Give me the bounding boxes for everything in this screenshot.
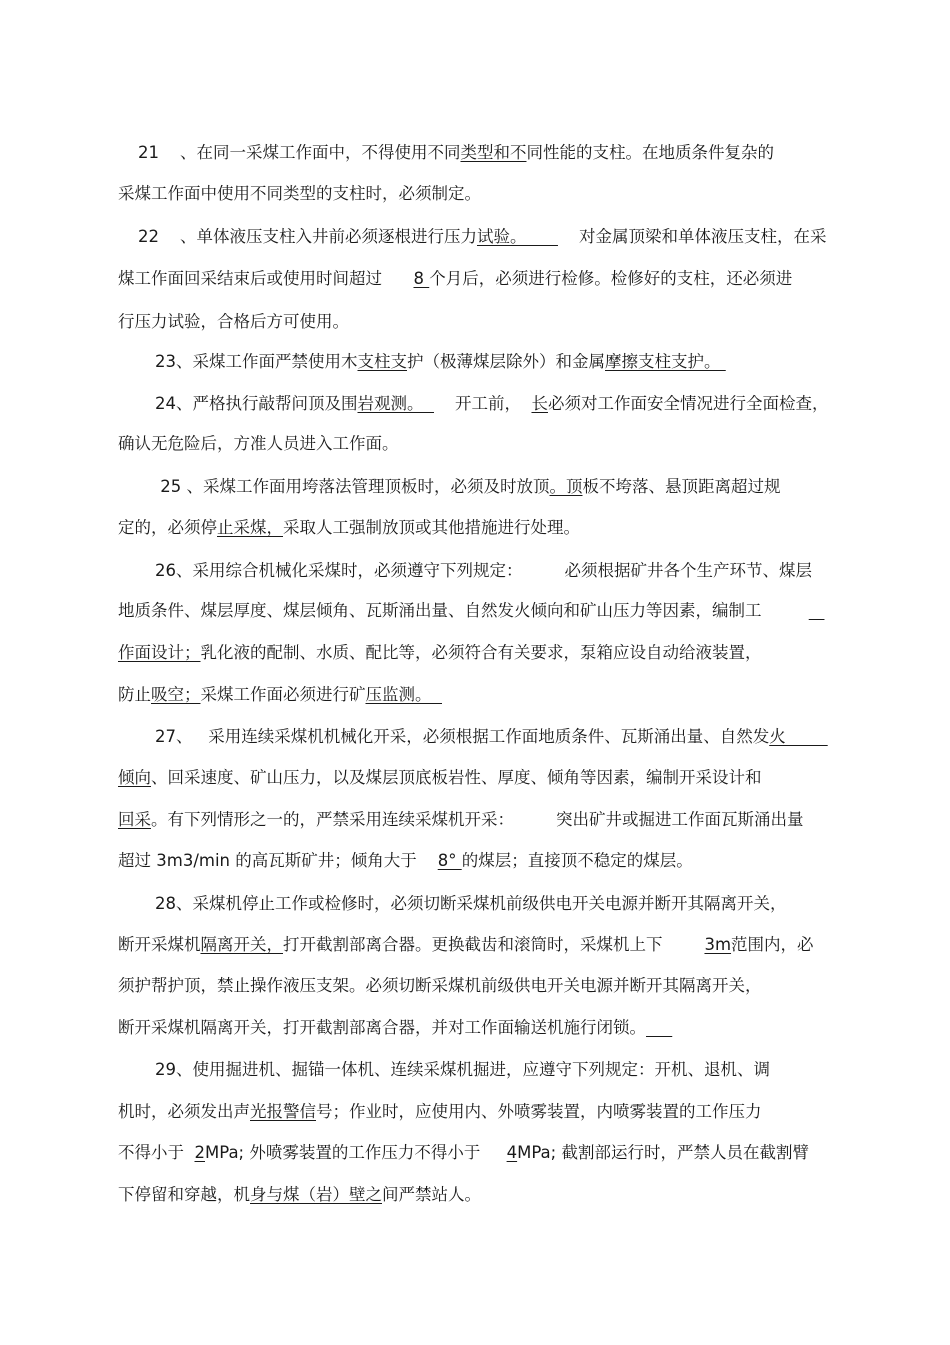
text-line [118, 975, 762, 997]
text-segment: 开工前， [434, 394, 532, 413]
answer-blank: 试验。 [476, 227, 558, 246]
answer-blank [646, 1018, 672, 1037]
answer-blank: 隔离开关， [200, 935, 283, 954]
answer-blank: 止采煤， [217, 518, 283, 537]
text-line [155, 476, 781, 498]
text-segment: 个月后，必须进行检修。检修好的支柱，还必须进 [429, 269, 793, 288]
text-line [118, 1017, 672, 1039]
text-segment: 板不垮落、悬顶距离超过规 [582, 477, 781, 496]
text-line [118, 311, 349, 333]
text-segment: 26、采用综合机械化采煤时，必须遵守下列规定： 必须根据矿井各个生产环节、煤层 [155, 561, 812, 580]
text-line [118, 684, 442, 706]
text-segment: 不得小于 [118, 1143, 195, 1162]
answer-blank [809, 601, 825, 620]
text-line [118, 268, 792, 290]
text-segment: 间严禁站人。 [382, 1185, 481, 1204]
text-line [118, 1101, 762, 1123]
answer-blank: 4 [506, 1143, 518, 1162]
text-segment: 采煤工作面中使用不同类型的支柱时，必须制定。 [118, 184, 481, 203]
answer-blank: 支柱支 [357, 352, 407, 371]
text-line [118, 433, 399, 455]
text-segment: 24、严格执行敲帮问顶及围 [155, 394, 358, 413]
text-segment: 机时，必须发出声 [118, 1102, 250, 1121]
text-segment: 乳化液的配制、水质、配比等，必须符合有关要求，泵箱应设自动给液装置， [200, 643, 762, 662]
text-segment: 22 、单体液压支柱入井前必须逐根进行压力 [138, 227, 477, 246]
text-segment: 行压力试验，合格后方可使用。 [118, 312, 349, 331]
answer-blank: 类型和不 [460, 143, 527, 162]
text-segment: 同性能的支柱。在地质条件复杂的 [526, 143, 774, 162]
answer-blank: 8 [413, 269, 430, 288]
text-segment: 断开采煤机 [118, 935, 201, 954]
answer-blank: 。顶 [549, 477, 583, 496]
answer-blank: 3m [704, 935, 732, 954]
text-line [118, 517, 580, 539]
text-segment: 定的，必须停 [118, 518, 217, 537]
text-line [155, 726, 828, 748]
text-segment: 号；作业时，应使用内、外喷雾装置，内喷雾装置的工作压力 [316, 1102, 762, 1121]
answer-blank: 压监测。 [365, 685, 442, 704]
text-segment: 煤工作面回采结束后或使用时间超过 [118, 269, 414, 288]
answer-blank: 光报警信 [250, 1102, 316, 1121]
text-segment: 下停留和穿越，机 [118, 1185, 250, 1204]
text-line [118, 850, 693, 872]
text-line [155, 893, 787, 915]
text-segment: 必须对工作面安全情况进行全面检查， [547, 394, 829, 413]
answer-blank: 岩观测。 [357, 394, 434, 413]
text-segment: 打开截割部离合器。更换截齿和滚筒时，采煤机上下 [283, 935, 705, 954]
text-segment: MPa; 外喷雾装置的工作压力不得小于 [205, 1143, 507, 1162]
text-segment: 的煤层；直接顶不稳定的煤层。 [461, 851, 693, 870]
text-segment: 须护帮护顶，禁止操作液压支架。必须切断采煤机前级供电开关电源并断开其隔离开关， [118, 976, 762, 995]
text-line [118, 600, 824, 622]
text-line [138, 142, 774, 164]
text-segment: 对金属顶梁和单体液压支柱，在采 [557, 227, 827, 246]
text-line [118, 1184, 481, 1206]
answer-blank: 2 [194, 1143, 205, 1162]
answer-blank: 吸空； [151, 685, 201, 704]
answer-blank: 火 [769, 727, 828, 746]
text-segment: 、回采速度、矿山压力，以及煤层顶底板岩性、厚度、倾角等因素，编制开采设计和 [151, 768, 762, 787]
text-line [118, 1142, 809, 1164]
text-segment: 。有下列情形之一的，严禁采用连续采煤机开采： 突出矿井或掘进工作面瓦斯涌出量 [151, 810, 804, 829]
text-segment: 采取人工强制放顶或其他措施进行处理。 [283, 518, 580, 537]
text-segment: 防止 [118, 685, 151, 704]
answer-blank: 身与煤（岩）壁之 [250, 1185, 382, 1204]
text-line [118, 809, 803, 831]
text-segment: 25 、采煤工作面用垮落法管理顶板时，必须及时放顶 [155, 477, 550, 496]
text-segment: 21 、在同一采煤工作面中，不得使用不同 [138, 143, 461, 162]
text-segment: 采煤工作面必须进行矿 [200, 685, 366, 704]
text-segment: 超过 3m3/min 的高瓦斯矿井；倾角大于 [118, 851, 438, 870]
text-segment: 27、 采用连续采煤机机械化开采，必须根据工作面地质条件、瓦斯涌出量、自然发 [155, 727, 770, 746]
text-line [118, 767, 762, 789]
answer-blank: 作面设计； [118, 643, 201, 662]
text-segment: 断开采煤机隔离开关，打开截割部离合器，并对工作面输送机施行闭锁。 [118, 1018, 646, 1037]
text-line [155, 393, 828, 415]
text-segment: 范围内，必 [731, 935, 814, 954]
answer-blank: 倾向 [118, 768, 151, 787]
answer-blank: 8° [437, 851, 462, 870]
answer-blank: 长 [531, 394, 548, 413]
text-segment: 确认无危险后，方准人员进入工作面。 [118, 434, 399, 453]
text-segment: 23、采煤工作面严禁使用木 [155, 352, 358, 371]
text-segment: 28、采煤机停止工作或检修时，必须切断采煤机前级供电开关电源并断开其隔离开关， [155, 894, 787, 913]
text-segment: 29、使用掘进机、掘锚一体机、连续采煤机掘进，应遵守下列规定：开机、退机、调 [155, 1060, 770, 1079]
text-line [138, 226, 826, 248]
text-line [118, 183, 481, 205]
text-line [155, 560, 812, 582]
text-segment: MPa; 截割部运行时，严禁人员在截割臂 [517, 1143, 809, 1162]
text-segment: 地质条件、煤层厚度、煤层倾角、瓦斯涌出量、自然发火倾向和矿山压力等因素，编制工 [118, 601, 809, 620]
text-line [155, 351, 726, 373]
text-segment: 护（极薄煤层除外）和金属 [407, 352, 605, 371]
text-line [118, 934, 814, 956]
text-line [118, 642, 762, 664]
answer-blank: 回采 [118, 810, 151, 829]
answer-blank: 摩擦支柱支护。 [605, 352, 726, 371]
text-line [155, 1059, 770, 1081]
